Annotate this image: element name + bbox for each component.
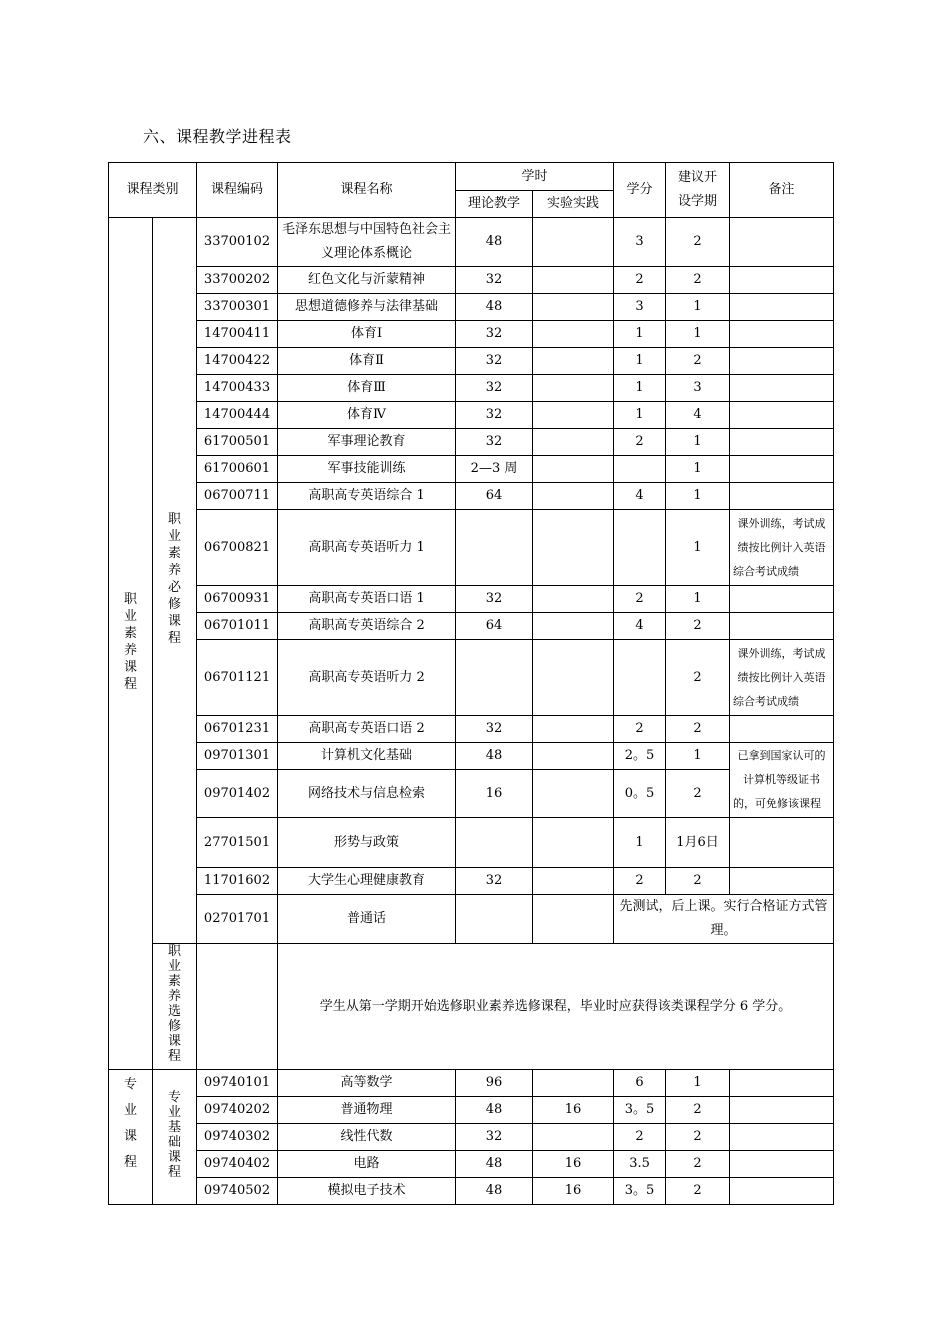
course-code: 09740101 <box>197 1070 278 1097</box>
practice-hours: 16 <box>533 1178 614 1205</box>
suggested-term: 1 <box>666 743 730 770</box>
course-note <box>730 868 834 895</box>
theory-hours: 32 <box>456 868 533 895</box>
theory-hours: 32 <box>456 321 533 348</box>
header-code: 课程编码 <box>197 163 278 218</box>
header-row <box>109 163 834 191</box>
header-name: 课程名称 <box>278 163 456 218</box>
practice-hours <box>533 267 614 294</box>
course-row <box>109 1151 834 1178</box>
course-code: 33700301 <box>197 294 278 321</box>
credit: 2 <box>614 267 666 294</box>
course-code: 09740402 <box>197 1151 278 1178</box>
course-row <box>109 770 834 818</box>
suggested-term: 2 <box>666 868 730 895</box>
credit: 4 <box>614 613 666 640</box>
course-name: 电路 <box>278 1151 456 1178</box>
course-note <box>730 1097 834 1124</box>
practice-hours <box>533 456 614 483</box>
credit <box>614 510 666 586</box>
course-row <box>109 402 834 429</box>
theory-hours: 32 <box>456 267 533 294</box>
elective-note: 学生从第一学期开始选修职业素养选修课程，毕业时应获得该类课程学分 6 学分。 <box>278 944 834 1070</box>
course-name: 大学生心理健康教育 <box>278 868 456 895</box>
suggested-term: 1 <box>666 456 730 483</box>
theory-hours: 64 <box>456 613 533 640</box>
course-row <box>109 483 834 510</box>
credit: 2 <box>614 1124 666 1151</box>
course-note: 课外训练，考试成绩按比例计入英语综合考试成绩 <box>730 640 834 716</box>
credit: 3。5 <box>614 1097 666 1124</box>
suggested-term: 1 <box>666 294 730 321</box>
header-credit: 学分 <box>614 163 666 218</box>
header-category: 课程类别 <box>109 163 197 218</box>
credit: 6 <box>614 1070 666 1097</box>
course-row <box>109 510 834 586</box>
credit: 1 <box>614 321 666 348</box>
practice-hours <box>533 429 614 456</box>
course-row <box>109 456 834 483</box>
theory-hours: 96 <box>456 1070 533 1097</box>
credit: 4 <box>614 483 666 510</box>
course-code: 14700444 <box>197 402 278 429</box>
course-note <box>730 348 834 375</box>
header-term-text: 建议开设学期 <box>678 170 718 209</box>
credit: 2 <box>614 586 666 613</box>
header-term <box>666 163 730 218</box>
course-code: 09740202 <box>197 1097 278 1124</box>
course-row <box>109 1124 834 1151</box>
course-name: 计算机文化基础 <box>278 743 456 770</box>
course-code: 61700601 <box>197 456 278 483</box>
practice-hours <box>533 375 614 402</box>
practice-hours: 16 <box>533 1151 614 1178</box>
suggested-term: 1 <box>666 1070 730 1097</box>
course-code: 06701121 <box>197 640 278 716</box>
suggested-term: 2 <box>666 640 730 716</box>
suggested-term: 2 <box>666 1097 730 1124</box>
practice-hours <box>533 348 614 375</box>
practice-hours <box>533 613 614 640</box>
course-code: 11701602 <box>197 868 278 895</box>
course-name: 模拟电子技术 <box>278 1178 456 1205</box>
practice-hours <box>533 483 614 510</box>
theory-hours: 48 <box>456 294 533 321</box>
course-note <box>730 1124 834 1151</box>
course-name: 体育Ⅱ <box>278 348 456 375</box>
course-code: 06701011 <box>197 613 278 640</box>
suggested-term: 2 <box>666 348 730 375</box>
practice-hours <box>533 868 614 895</box>
elective-row <box>109 944 834 1070</box>
course-note <box>730 613 834 640</box>
credit: 3 <box>614 218 666 267</box>
course-name: 普通话 <box>278 895 456 944</box>
course-name: 军事技能训练 <box>278 456 456 483</box>
course-code: 14700422 <box>197 348 278 375</box>
course-note: 已拿到国家认可的计算机等级证书的，可免修该课程 <box>730 743 834 818</box>
credit: 3。5 <box>614 1178 666 1205</box>
category-professional <box>109 1070 153 1205</box>
practice-hours <box>533 1124 614 1151</box>
course-name: 网络技术与信息检索 <box>278 770 456 818</box>
course-name: 高职高专英语听力 2 <box>278 640 456 716</box>
section-heading: 六、课程教学进程表 <box>143 127 292 146</box>
header-theory: 理论教学 <box>456 191 533 218</box>
suggested-term: 4 <box>666 402 730 429</box>
theory-hours <box>456 640 533 716</box>
credit: 1 <box>614 348 666 375</box>
subcategory-vocational-elective <box>153 944 197 1070</box>
course-note <box>730 267 834 294</box>
theory-hours: 32 <box>456 348 533 375</box>
credit: 1 <box>614 818 666 868</box>
practice-hours <box>533 895 614 944</box>
course-name: 军事理论教育 <box>278 429 456 456</box>
group-label: 职业素养选修课程 <box>167 944 181 1064</box>
course-code: 09701301 <box>197 743 278 770</box>
group-label: 职业素养必修课程 <box>167 511 181 646</box>
credit: 0。5 <box>614 770 666 818</box>
course-name: 普通物理 <box>278 1097 456 1124</box>
theory-hours: 32 <box>456 1124 533 1151</box>
course-name: 高职高专英语综合 1 <box>278 483 456 510</box>
theory-hours: 48 <box>456 1097 533 1124</box>
course-code: 61700501 <box>197 429 278 456</box>
practice-hours <box>533 321 614 348</box>
suggested-term: 1月6日 <box>666 818 730 868</box>
suggested-term: 2 <box>666 613 730 640</box>
theory-hours: 48 <box>456 218 533 267</box>
course-row <box>109 429 834 456</box>
suggested-term: 2 <box>666 218 730 267</box>
theory-hours: 32 <box>456 716 533 743</box>
credit: 2 <box>614 429 666 456</box>
course-note <box>730 1151 834 1178</box>
theory-hours: 64 <box>456 483 533 510</box>
course-name: 红色文化与沂蒙精神 <box>278 267 456 294</box>
course-row <box>109 1097 834 1124</box>
practice-hours <box>533 743 614 770</box>
course-name: 高职高专英语口语 1 <box>278 586 456 613</box>
suggested-term: 2 <box>666 716 730 743</box>
course-row <box>109 294 834 321</box>
course-name: 体育Ⅳ <box>278 402 456 429</box>
group-label: 专业课程 <box>123 1077 137 1170</box>
theory-hours: 48 <box>456 1178 533 1205</box>
course-code: 14700411 <box>197 321 278 348</box>
course-row <box>109 375 834 402</box>
course-code: 09701402 <box>197 770 278 818</box>
suggested-term: 1 <box>666 510 730 586</box>
suggested-term: 2 <box>666 1151 730 1178</box>
course-code: 06700931 <box>197 586 278 613</box>
course-code: 06701231 <box>197 716 278 743</box>
practice-hours <box>533 818 614 868</box>
credit: 3 <box>614 294 666 321</box>
header-hours: 学时 <box>456 163 614 191</box>
course-note <box>730 456 834 483</box>
course-note-wide: 先测试，后上课。实行合格证方式管理。 <box>614 895 834 944</box>
elective-code <box>197 944 278 1070</box>
course-note <box>730 586 834 613</box>
theory-hours <box>456 510 533 586</box>
course-name: 形势与政策 <box>278 818 456 868</box>
practice-hours <box>533 218 614 267</box>
credit: 2。5 <box>614 743 666 770</box>
course-schedule-table <box>108 162 834 1205</box>
course-row <box>109 640 834 716</box>
theory-hours: 32 <box>456 429 533 456</box>
course-code: 33700202 <box>197 267 278 294</box>
course-note: 课外训练，考试成绩按比例计入英语综合考试成绩 <box>730 510 834 586</box>
practice-hours <box>533 640 614 716</box>
course-code: 09740302 <box>197 1124 278 1151</box>
theory-hours: 32 <box>456 375 533 402</box>
credit: 2 <box>614 868 666 895</box>
course-code: 06700711 <box>197 483 278 510</box>
course-note <box>730 716 834 743</box>
course-name: 体育Ⅲ <box>278 375 456 402</box>
course-row <box>109 1070 834 1097</box>
course-row <box>109 716 834 743</box>
course-note <box>730 218 834 267</box>
course-row <box>109 586 834 613</box>
group-label: 职业素养课程 <box>123 591 137 692</box>
course-row <box>109 743 834 770</box>
practice-hours <box>533 294 614 321</box>
course-code: 06700821 <box>197 510 278 586</box>
course-note <box>730 1178 834 1205</box>
theory-hours: 2—3 周 <box>456 456 533 483</box>
credit <box>614 456 666 483</box>
theory-hours: 32 <box>456 586 533 613</box>
course-name: 体育Ⅰ <box>278 321 456 348</box>
course-name: 毛泽东思想与中国特色社会主义理论体系概论 <box>278 218 456 267</box>
practice-hours <box>533 510 614 586</box>
course-note <box>730 818 834 868</box>
theory-hours: 48 <box>456 743 533 770</box>
course-row <box>109 267 834 294</box>
course-code: 14700433 <box>197 375 278 402</box>
course-note <box>730 483 834 510</box>
course-name: 高等数学 <box>278 1070 456 1097</box>
practice-hours <box>533 1070 614 1097</box>
theory-hours <box>456 895 533 944</box>
suggested-term: 2 <box>666 1124 730 1151</box>
suggested-term: 2 <box>666 1178 730 1205</box>
suggested-term: 3 <box>666 375 730 402</box>
suggested-term: 1 <box>666 429 730 456</box>
subcategory-professional-basic <box>153 1070 197 1205</box>
practice-hours: 16 <box>533 1097 614 1124</box>
course-name: 思想道德修养与法律基础 <box>278 294 456 321</box>
course-row <box>109 1178 834 1205</box>
course-note <box>730 321 834 348</box>
course-note <box>730 375 834 402</box>
credit: 3.5 <box>614 1151 666 1178</box>
course-note <box>730 402 834 429</box>
course-code: 33700102 <box>197 218 278 267</box>
practice-hours <box>533 586 614 613</box>
course-note <box>730 429 834 456</box>
suggested-term: 1 <box>666 586 730 613</box>
practice-hours <box>533 716 614 743</box>
course-name: 高职高专英语听力 1 <box>278 510 456 586</box>
theory-hours: 48 <box>456 1151 533 1178</box>
suggested-term: 1 <box>666 483 730 510</box>
course-note <box>730 1070 834 1097</box>
header-note: 备注 <box>730 163 834 218</box>
suggested-term: 2 <box>666 770 730 818</box>
course-row <box>109 348 834 375</box>
practice-hours <box>533 770 614 818</box>
course-row <box>109 895 834 944</box>
theory-hours: 16 <box>456 770 533 818</box>
suggested-term: 1 <box>666 321 730 348</box>
course-row <box>109 321 834 348</box>
subcategory-vocational-required <box>153 218 197 944</box>
course-code: 27701501 <box>197 818 278 868</box>
category-vocational <box>109 218 153 1070</box>
course-name: 高职高专英语口语 2 <box>278 716 456 743</box>
suggested-term: 2 <box>666 267 730 294</box>
course-code: 09740502 <box>197 1178 278 1205</box>
course-row <box>109 818 834 868</box>
theory-hours: 32 <box>456 402 533 429</box>
credit: 1 <box>614 402 666 429</box>
course-row <box>109 218 834 267</box>
course-row <box>109 868 834 895</box>
credit <box>614 640 666 716</box>
group-label: 专业基础课程 <box>167 1089 181 1180</box>
course-row <box>109 613 834 640</box>
practice-hours <box>533 402 614 429</box>
course-note <box>730 294 834 321</box>
credit: 1 <box>614 375 666 402</box>
credit: 2 <box>614 716 666 743</box>
course-code: 02701701 <box>197 895 278 944</box>
course-name: 高职高专英语综合 2 <box>278 613 456 640</box>
theory-hours <box>456 818 533 868</box>
course-name: 线性代数 <box>278 1124 456 1151</box>
header-practice: 实验实践 <box>533 191 614 218</box>
